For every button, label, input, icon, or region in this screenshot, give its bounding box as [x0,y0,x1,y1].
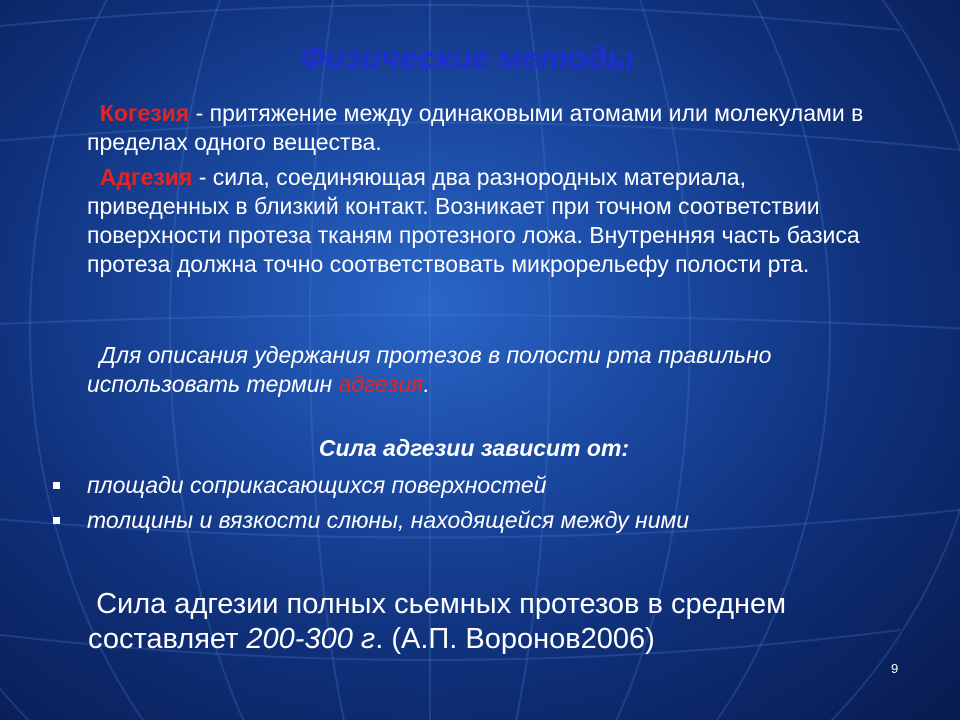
strength-text-before: Сила адгезии полных сьемных протезов в среднем составляет [88,588,787,655]
list-item [50,471,910,506]
cohesion-paragraph [87,99,887,157]
square-bullet-icon [53,482,60,489]
factors-list [50,471,910,541]
page-number: 9 [891,661,899,676]
adhesion-term: Адгезия [99,164,193,190]
adhesion-strength-paragraph [88,587,868,657]
factor-text: площади соприкасающихся поверхностей [87,472,547,498]
strength-value: 200-300 г [246,623,376,655]
usage-note-end: . [423,371,430,397]
adhesion-definition: - сила, соединяющая два разнородных материала, приведенных в близкий контакт. Возникает при точном соответствии поверхности протеза тканям протезного ложа. Внутренняя часть базиса протеза должна точно соответствовать микрорельефу полости рта. [87,164,860,277]
list-item [50,506,910,541]
cohesion-definition: - притяжение между одинаковыми атомами или молекулами в пределах одного вещества. [87,100,864,155]
slide-title: Физические методы [300,40,635,76]
cohesion-term: Когезия [99,100,190,126]
adhesion-paragraph [87,163,887,279]
usage-note [87,341,887,399]
strength-text-after: . (А.П. Воронов2006) [375,623,655,655]
factor-text: толщины и вязкости слюны, находящейся между ними [87,507,690,533]
square-bullet-icon [53,517,60,524]
usage-note-term: адгезия [338,371,424,397]
depends-heading: Сила адгезии зависит от: [318,435,630,461]
usage-note-text: Для описания удержания протезов в полости рта правильно использовать термин [87,342,772,397]
